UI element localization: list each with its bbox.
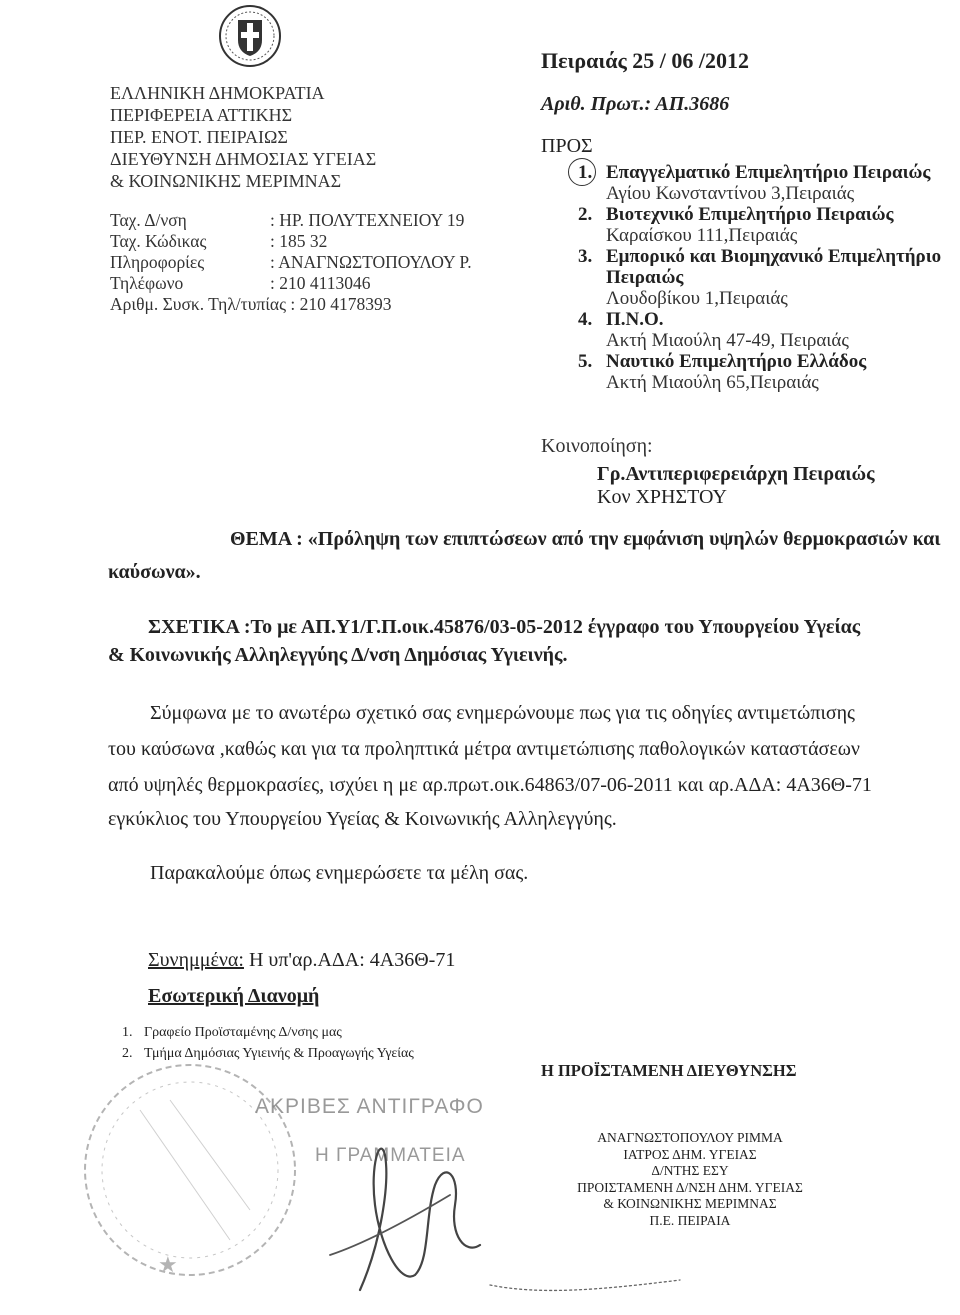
attachments bbox=[148, 949, 455, 972]
signatory-line: Δ/ΝΤΗΣ ΕΣΥ bbox=[651, 1163, 729, 1178]
contact-label: Ταχ. Δ/νση bbox=[110, 210, 187, 230]
contact-label: Πληροφορίες bbox=[110, 252, 205, 272]
notification-recipient: Γρ.Αντιπεριφερειάρχη Πειραιώς bbox=[597, 463, 875, 485]
recipient-item bbox=[560, 204, 941, 246]
attachments-value: Η υπ'αρ.ΑΔΑ: 4Α36Θ-71 bbox=[243, 949, 456, 971]
fax-label: Αριθμ. Συσκ. Τηλ/τυπίας bbox=[110, 294, 287, 314]
distribution-number: 2. bbox=[122, 1046, 133, 1061]
sender-line: & ΚΟΙΝΩΝΙΚΗΣ ΜΕΡΙΜΝΑΣ bbox=[110, 171, 342, 191]
related-line-continued: & Κοινωνικής Αλληλεγγύης Δ/νση Δημόσιας Υγιεινής. bbox=[108, 644, 568, 666]
contact-block bbox=[110, 210, 472, 315]
contact-label: Τηλέφωνο bbox=[110, 273, 184, 293]
handwritten-signature bbox=[210, 1095, 690, 1305]
contact-value: : ΗΡ. ΠΟΛΥΤΕΧΝΕΙΟΥ 19 bbox=[270, 210, 465, 230]
director-title: Η ΠΡΟΪΣΤΑΜΕΝΗ ΔΙΕΥΘΥΝΣΗΣ bbox=[541, 1061, 797, 1080]
signatory-line: Π.Ε. ΠΕΙΡΑΙΑ bbox=[649, 1212, 731, 1228]
recipient-name: Ναυτικό Επιμελητήριο Ελλάδος bbox=[606, 351, 867, 372]
recipient-number: 2. bbox=[578, 204, 593, 225]
sender-line: ΔΙΕΥΘΥΝΣΗ ΔΗΜΟΣΙΑΣ ΥΓΕΙΑΣ bbox=[110, 149, 377, 169]
recipient-item bbox=[560, 309, 941, 351]
notification-label: Κοινοποίηση: bbox=[541, 435, 653, 457]
distribution-number: 1. bbox=[122, 1025, 133, 1040]
recipient-name-continued: Πειραιώς bbox=[606, 267, 684, 288]
notification-recipient-name: Κον ΧΡΗΣΤΟΥ bbox=[597, 486, 727, 508]
subject-line: ΘΕΜΑ : «Πρόληψη των επιπτώσεων από την εμφάνιση υψηλών θερμοκρασιών και bbox=[230, 528, 941, 550]
subject-line-continued: καύσωνα». bbox=[108, 561, 201, 583]
coat-of-arms-icon bbox=[218, 4, 282, 68]
contact-row bbox=[110, 210, 465, 231]
contact-row bbox=[110, 273, 392, 294]
signatory-line: & ΚΟΙΝΩΝΙΚΗΣ ΜΕΡΙΜΝΑΣ bbox=[603, 1196, 777, 1211]
closing-request: Παρακαλούμε όπως ενημερώσετε τα μέλη σας. bbox=[150, 862, 529, 884]
signatory-line: ΠΡΟΙΣΤΑΜΕΝΗ Δ/ΝΣΗ ΔΗΜ. ΥΓΕΙΑΣ bbox=[577, 1179, 803, 1195]
recipient-address: Λουδοβίκου 1,Πειραιάς bbox=[606, 288, 788, 309]
recipient-number: 3. bbox=[578, 246, 593, 267]
recipient-address: Ακτή Μιαούλη 65,Πειραιάς bbox=[606, 372, 819, 393]
contact-label: Ταχ. Κώδικας bbox=[110, 231, 207, 251]
signatory-line: ΑΝΑΓΝΩΣΤΟΠΟΥΛΟΥ ΡΙΜΜΑ bbox=[597, 1130, 783, 1145]
contact-value: : 210 4113046 bbox=[270, 273, 371, 293]
recipient-name: Π.Ν.Ο. bbox=[606, 309, 664, 330]
distribution-text: Γραφείο Προϊσταμένης Δ/νσης μας bbox=[144, 1025, 342, 1040]
recipient-number: 1. bbox=[578, 162, 593, 183]
sender-block bbox=[110, 82, 376, 192]
recipient-name: Επαγγελματικό Επιμελητήριο Πειραιώς bbox=[606, 162, 931, 183]
recipient-name: Εμπορικό και Βιομηχανικό Επιμελητήριο bbox=[606, 246, 942, 267]
document-date: Πειραιάς 25 / 06 /2012 bbox=[541, 48, 749, 73]
attachments-label: Συνημμένα: bbox=[148, 949, 244, 971]
recipient-item bbox=[560, 162, 941, 204]
contact-row bbox=[110, 252, 472, 273]
recipients-list bbox=[560, 162, 941, 393]
contact-value: : 185 32 bbox=[270, 231, 328, 251]
recipient-number: 5. bbox=[578, 351, 593, 372]
fax-value: : 210 4178393 bbox=[290, 294, 392, 314]
fax-row bbox=[110, 294, 392, 315]
recipient-item bbox=[560, 246, 941, 309]
recipient-address: Αγίου Κωνσταντίνου 3,Πειραιάς bbox=[606, 183, 855, 204]
recipients-label: ΠΡΟΣ bbox=[541, 135, 593, 157]
body-paragraph-line: Σύμφωνα με το ανωτέρω σχετικό σας ενημερώνουμε πως για τις οδηγίες αντιμετώπισης bbox=[150, 702, 855, 724]
body-paragraph-line: από υψηλές θερμοκρασίες, ισχύει η με αρ.πρωτ.οικ.64863/07-06-2011 και αρ.ΑΔΑ: 4Α36Θ-71 bbox=[108, 774, 872, 796]
copy-stamp-line: ΑΚΡΙΒΕΣ ΑΝΤΙΓΡΑΦΟ bbox=[255, 1095, 484, 1118]
body-paragraph-line: του καύσωνα ,καθώς και για τα προληπτικά μέτρα αντιμετώπισης παθολογικών καταστάσεων bbox=[108, 738, 860, 760]
contact-row bbox=[110, 231, 392, 252]
copy-stamp-line: Η ΓΡΑΜΜΑΤΕΙΑ bbox=[315, 1145, 466, 1166]
recipient-number: 4. bbox=[578, 309, 593, 330]
sender-line: ΠΕΡΙΦΕΡΕΙΑ ΑΤΤΙΚΗΣ bbox=[110, 105, 293, 125]
distribution-text: Τμήμα Δημόσιας Υγιεινής & Προαγωγής Υγείας bbox=[144, 1046, 414, 1061]
recipient-item bbox=[560, 351, 941, 393]
svg-text:★: ★ bbox=[158, 1253, 178, 1278]
signatory-line: ΙΑΤΡΟΣ ΔΗΜ. ΥΓΕΙΑΣ bbox=[623, 1146, 757, 1162]
body-paragraph-line: εγκύκλιος του Υπουργείου Υγείας & Κοινωνικής Αλληλεγγύης. bbox=[108, 808, 617, 830]
recipient-name: Βιοτεχνικό Επιμελητήριο Πειραιώς bbox=[606, 204, 894, 225]
internal-distribution-label: Εσωτερική Διανομή bbox=[148, 985, 320, 1007]
related-line: ΣΧΕΤΙΚΑ :Το με ΑΠ.Υ1/Γ.Π.οικ.45876/03-05-2012 έγγραφο του Υπουργείου Υγείας bbox=[148, 616, 861, 638]
sender-line: ΕΛΛΗΝΙΚΗ ΔΗΜΟΚΡΑΤΙΑ bbox=[110, 83, 325, 103]
contact-value: : ΑΝΑΓΝΩΣΤΟΠΟΥΛΟΥ Ρ. bbox=[270, 252, 472, 272]
sender-line: ΠΕΡ. ΕΝΟΤ. ΠΕΙΡΑΙΩΣ bbox=[110, 127, 288, 147]
recipient-address: Ακτή Μιαούλη 47-49, Πειραιάς bbox=[606, 330, 849, 351]
recipient-address: Καραίσκου 111,Πειραιάς bbox=[606, 225, 798, 246]
protocol-number: Αριθ. Πρωτ.: ΑΠ.3686 bbox=[541, 93, 730, 115]
